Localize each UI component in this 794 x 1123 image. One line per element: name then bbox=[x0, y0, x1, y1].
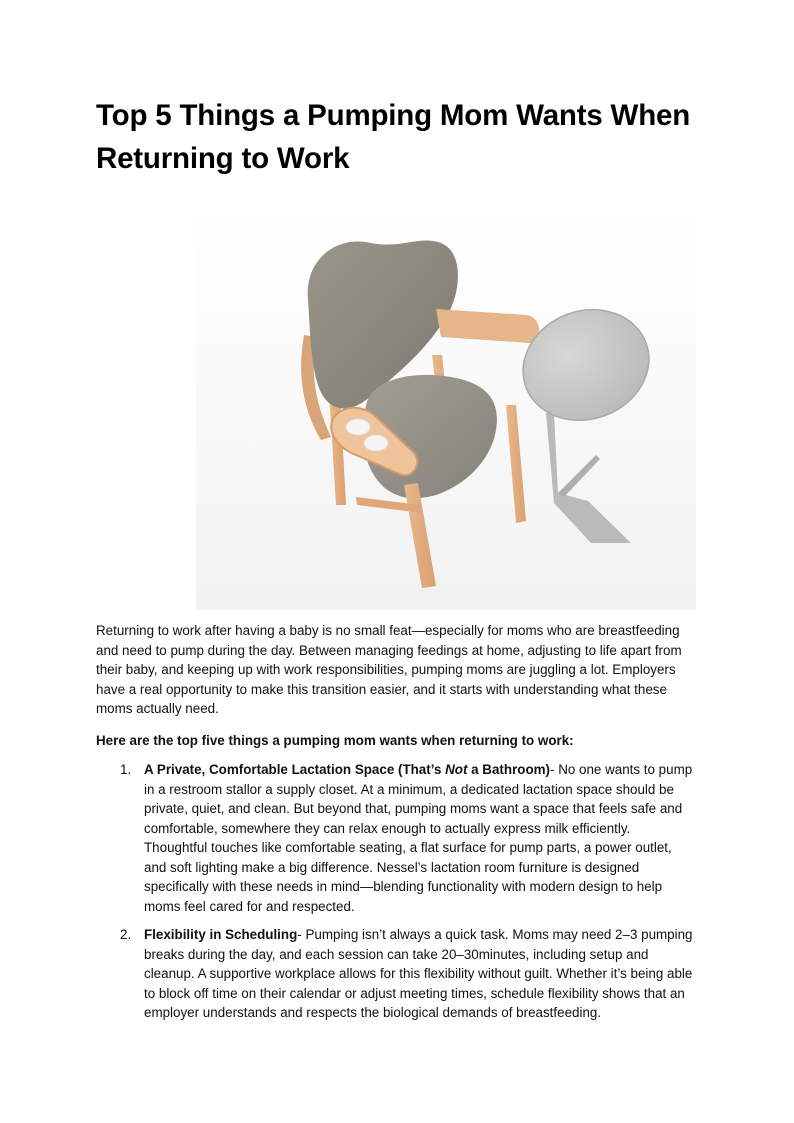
item-body: - Pumping isn’t always a quick task. Moms may need 2–3 pumping breaks during the day, and each session can take 20–30minutes, including setup and cleanup. A supportive workplace allows for this flexibility without guilt. Whether it’s being able to block off time on their calendar or adjust meeting times, schedule flexibility shows that an employer understands and respects the biological demands of breastfeeding. bbox=[144, 927, 693, 1020]
page-title: Top 5 Things a Pumping Mom Wants When Returning to Work bbox=[96, 99, 691, 175]
cup-holder-icon bbox=[364, 435, 388, 451]
item-heading: A Private, Comfortable Lactation Space (That’s Not a Bathroom) bbox=[144, 762, 551, 777]
list-item bbox=[96, 760, 696, 916]
list-lead: Here are the top five things a pumping mom wants when returning to work: bbox=[96, 733, 574, 748]
list-number: 1. bbox=[120, 762, 132, 777]
item-body: - No one wants to pump in a restroom stallor a supply closet. At a minimum, a dedicated lactation space should be private, quiet, and clean. But beyond that, pumping moms want a space that feels safe and comfortable, somewhere they can relax enough to actually express milk efficiently. Thoughtful touches like comfortable seating, a flat surface for pump parts, a power outlet, and soft lighting make a big difference. Nessel’s lactation room furniture is designed specifically with these needs in mind—blending functionality with modern design to help moms feel cared for and respected. bbox=[144, 762, 693, 914]
cup-holder-icon bbox=[346, 419, 370, 435]
list-item bbox=[96, 925, 696, 1023]
list-number: 2. bbox=[120, 927, 132, 942]
intro-paragraph: Returning to work after having a baby is no small feat—especially for moms who are breastfeeding and need to pump during the day. Between managing feedings at home, adjusting to life apart from their baby, and keeping up with work responsibilities, pumping moms are juggling a lot. Employers have a real opportunity to make this transition easier, and it starts with understanding what these moms actually need. bbox=[96, 623, 682, 716]
tips-list bbox=[96, 760, 696, 1032]
chair-illustration bbox=[196, 205, 696, 610]
item-heading: Flexibility in Scheduling bbox=[144, 927, 298, 942]
